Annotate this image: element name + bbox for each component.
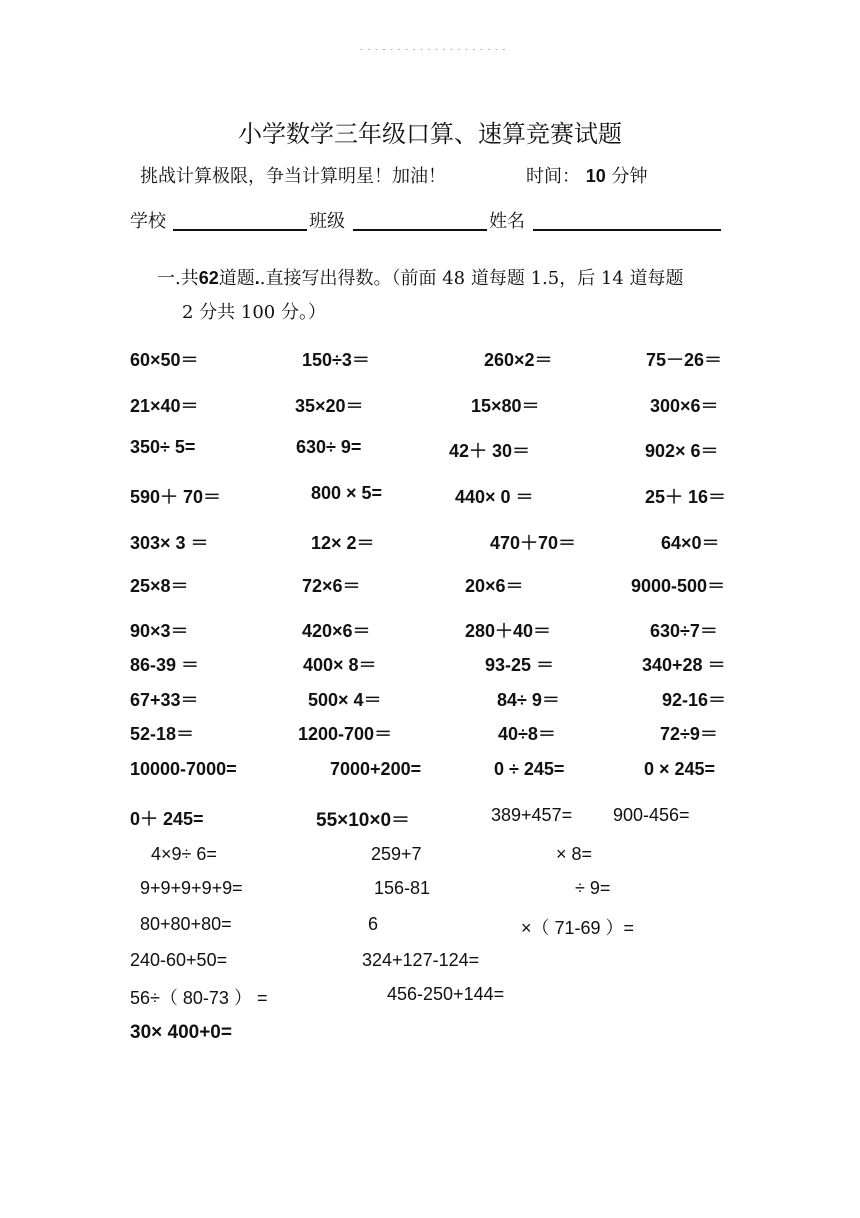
instruction-line-2: 2 分共 100 分。） bbox=[182, 302, 326, 323]
instruction-rest: .直接写出得数。（前面 48 道每题 1.5，后 14 道每题 bbox=[259, 268, 684, 289]
problem-13-1: 4×9÷ 6= bbox=[151, 844, 217, 864]
problem-9-4: 92-16＝ bbox=[662, 690, 727, 710]
problem-13-3: × 8= bbox=[556, 844, 593, 864]
problem-12-4: 900-456= bbox=[613, 805, 690, 825]
problem-11-1: 10000-7000= bbox=[130, 759, 237, 779]
problem-3-3: 42＋ 30＝ bbox=[449, 441, 531, 461]
problem-7-2: 420×6＝ bbox=[302, 621, 371, 641]
time-unit: 分钟 bbox=[611, 166, 648, 187]
problem-15-2: 6 bbox=[368, 914, 379, 934]
name-input-line[interactable] bbox=[533, 229, 721, 231]
problem-3-4: 902× 6＝ bbox=[645, 441, 719, 461]
problem-1-1: 60×50＝ bbox=[130, 350, 199, 370]
problem-11-2: 7000+200= bbox=[330, 759, 422, 779]
problem-10-3: 40÷8＝ bbox=[498, 724, 556, 744]
problem-18-1: 30× 400+0= bbox=[130, 1022, 232, 1043]
problem-2-1: 21×40＝ bbox=[130, 396, 199, 416]
problem-16-1: 240-60+50= bbox=[130, 950, 228, 970]
problem-6-3: 20×6＝ bbox=[465, 576, 524, 596]
problem-1-4: 75－26＝ bbox=[646, 350, 723, 370]
instruction-line-1: 一.共62道题..直接写出得数。（前面 48 道每题 1.5，后 14 道每题 bbox=[157, 268, 684, 289]
problem-2-3: 15×80＝ bbox=[471, 396, 540, 416]
problem-9-2: 500× 4＝ bbox=[308, 690, 382, 710]
problem-8-4: 340+28 ＝ bbox=[642, 655, 726, 675]
problem-8-1: 86-39 ＝ bbox=[130, 655, 200, 675]
problem-14-3: ÷ 9= bbox=[575, 878, 611, 898]
slogan: 挑战计算极限，争当计算明星！加油！ bbox=[140, 166, 446, 187]
problem-9-3: 84÷ 9＝ bbox=[497, 690, 560, 710]
problem-4-1: 590＋ 70＝ bbox=[130, 487, 222, 507]
problem-12-2: 55×10×0＝ bbox=[316, 810, 411, 831]
problem-1-2: 150÷3＝ bbox=[302, 350, 370, 370]
problem-8-3: 93-25 ＝ bbox=[485, 655, 555, 675]
problem-13-2: 259+7 bbox=[371, 844, 422, 864]
problem-16-2: 324+127-124= bbox=[362, 950, 480, 970]
time-info bbox=[526, 162, 648, 188]
problem-15-3: ×（ 71-69 ）= bbox=[521, 918, 635, 938]
problem-2-2: 35×20＝ bbox=[295, 396, 364, 416]
time-label: 时间： bbox=[526, 166, 580, 187]
problem-9-1: 67+33＝ bbox=[130, 690, 199, 710]
name-label: 姓名 bbox=[489, 211, 525, 232]
problem-6-4: 9000-500＝ bbox=[631, 576, 726, 596]
problem-5-1: 303× 3 ＝ bbox=[130, 533, 209, 553]
problem-14-2: 156-81 bbox=[374, 878, 431, 898]
problem-5-3: 470＋70＝ bbox=[490, 533, 577, 553]
problem-5-4: 64×0＝ bbox=[661, 533, 720, 553]
problem-4-3: 440× 0 ＝ bbox=[455, 487, 534, 507]
problem-7-3: 280＋40＝ bbox=[465, 621, 552, 641]
problem-14-1: 9+9+9+9+9= bbox=[140, 878, 243, 898]
page-title: 小学数学三年级口算、速算竞赛试题 bbox=[238, 120, 622, 148]
problem-3-1: 350÷ 5= bbox=[130, 437, 196, 457]
problem-7-1: 90×3＝ bbox=[130, 621, 189, 641]
problem-11-4: 0 × 245= bbox=[644, 759, 716, 779]
class-input-line[interactable] bbox=[353, 229, 487, 231]
problem-4-4: 25＋ 16＝ bbox=[645, 487, 727, 507]
problem-4-2: 800 × 5= bbox=[311, 483, 383, 503]
problem-7-4: 630÷7＝ bbox=[650, 621, 718, 641]
problem-10-2: 1200-700＝ bbox=[298, 724, 393, 744]
problem-12-3: 389+457= bbox=[491, 805, 573, 825]
problem-15-1: 80+80+80= bbox=[140, 914, 232, 934]
problem-17-2: 456-250+144= bbox=[387, 984, 505, 1004]
problem-5-2: 12× 2＝ bbox=[311, 533, 375, 553]
problem-8-2: 400× 8＝ bbox=[303, 655, 377, 675]
problem-2-4: 300×6＝ bbox=[650, 396, 719, 416]
time-value: 10 bbox=[585, 166, 606, 186]
school-input-line[interactable] bbox=[173, 229, 307, 231]
problem-11-3: 0 ÷ 245= bbox=[494, 759, 565, 779]
problem-10-4: 72÷9＝ bbox=[660, 724, 718, 744]
problem-6-2: 72×6＝ bbox=[302, 576, 361, 596]
problem-3-2: 630÷ 9= bbox=[296, 437, 362, 457]
problem-1-3: 260×2＝ bbox=[484, 350, 553, 370]
class-label: 班级 bbox=[309, 211, 345, 232]
header-dashes: - - - - - - - - - - - - - - - - - - - - bbox=[360, 44, 507, 54]
problem-10-1: 52-18＝ bbox=[130, 724, 195, 744]
problem-17-1: 56÷（ 80-73 ） = bbox=[130, 988, 268, 1008]
problem-12-1: 0＋ 245= bbox=[130, 809, 204, 829]
school-label: 学校 bbox=[130, 211, 166, 232]
problem-6-1: 25×8＝ bbox=[130, 576, 189, 596]
